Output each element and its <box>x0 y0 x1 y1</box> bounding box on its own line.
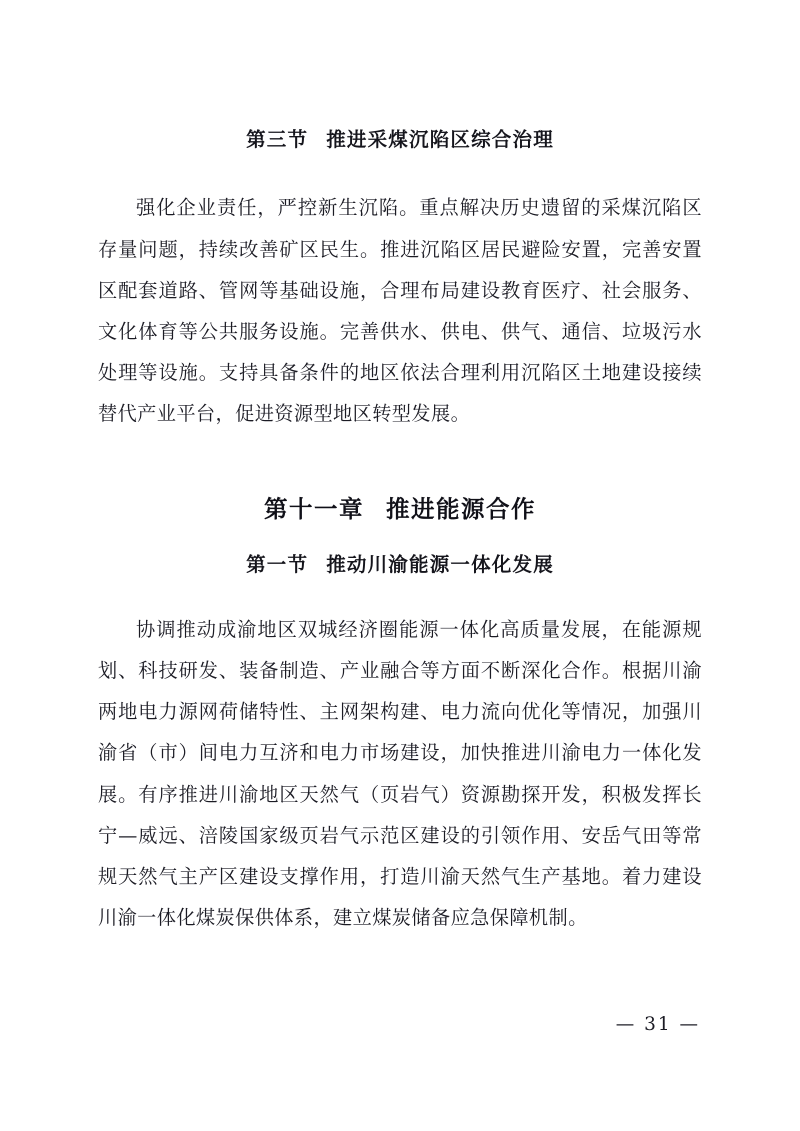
paragraph-chapter-11-section-1-1: 协调推动成渝地区双城经济圈能源一体化高质量发展，在能源规划、科技研发、装备制造、产业融合等方面不断深化合作。根据川渝两地电力源网荷储特性、主网架构建、电力流向优化等情况，加强川渝省（市）间电力互济和电力市场建设，加快推进川渝电力一体化发展。有序推进川渝地区天然气（页岩气）资源勘探开发，积极发挥长宁—威远、涪陵国家级页岩气示范区建设的引领作用、安岳气田等常规天然气主产区建设支撑作用，打造川渝天然气生产基地。着力建设川渝一体化煤炭保供体系，建立煤炭储备应急保障机制。 <box>98 617 702 930</box>
page-number: — 31 — <box>615 1014 700 1035</box>
spacer <box>98 579 702 609</box>
section-number: 第一节 <box>246 553 309 577</box>
section-title: 推动川渝能源一体化发展 <box>326 553 554 577</box>
chapter-title: 推进能源合作 <box>386 494 536 523</box>
chapter-number: 第十一章 <box>264 494 364 523</box>
chapter-heading-11 <box>98 493 702 526</box>
section-heading-1 <box>98 551 702 578</box>
spacer <box>98 153 702 187</box>
spacer <box>98 525 702 551</box>
section-number: 第三节 <box>246 128 309 151</box>
section-title: 推进采煤沉陷区综合治理 <box>326 128 554 151</box>
paragraph-section-3-1: 强化企业责任，严控新生沉陷。重点解决历史遗留的采煤沉陷区存量问题，持续改善矿区民生。推进沉陷区居民避险安置，完善安置区配套道路、管网等基础设施，合理布局建设教育医疗、社会服务、文化体育等公共服务设施。完善供水、供电、供气、通信、垃圾污水处理等设施。支持具备条件的地区依法合理利用沉陷区土地建设接续替代产业平台，促进资源型地区转型发展。 <box>98 196 702 426</box>
spacer <box>98 435 702 493</box>
page-content <box>98 126 702 938</box>
section-heading-3 <box>98 126 702 153</box>
